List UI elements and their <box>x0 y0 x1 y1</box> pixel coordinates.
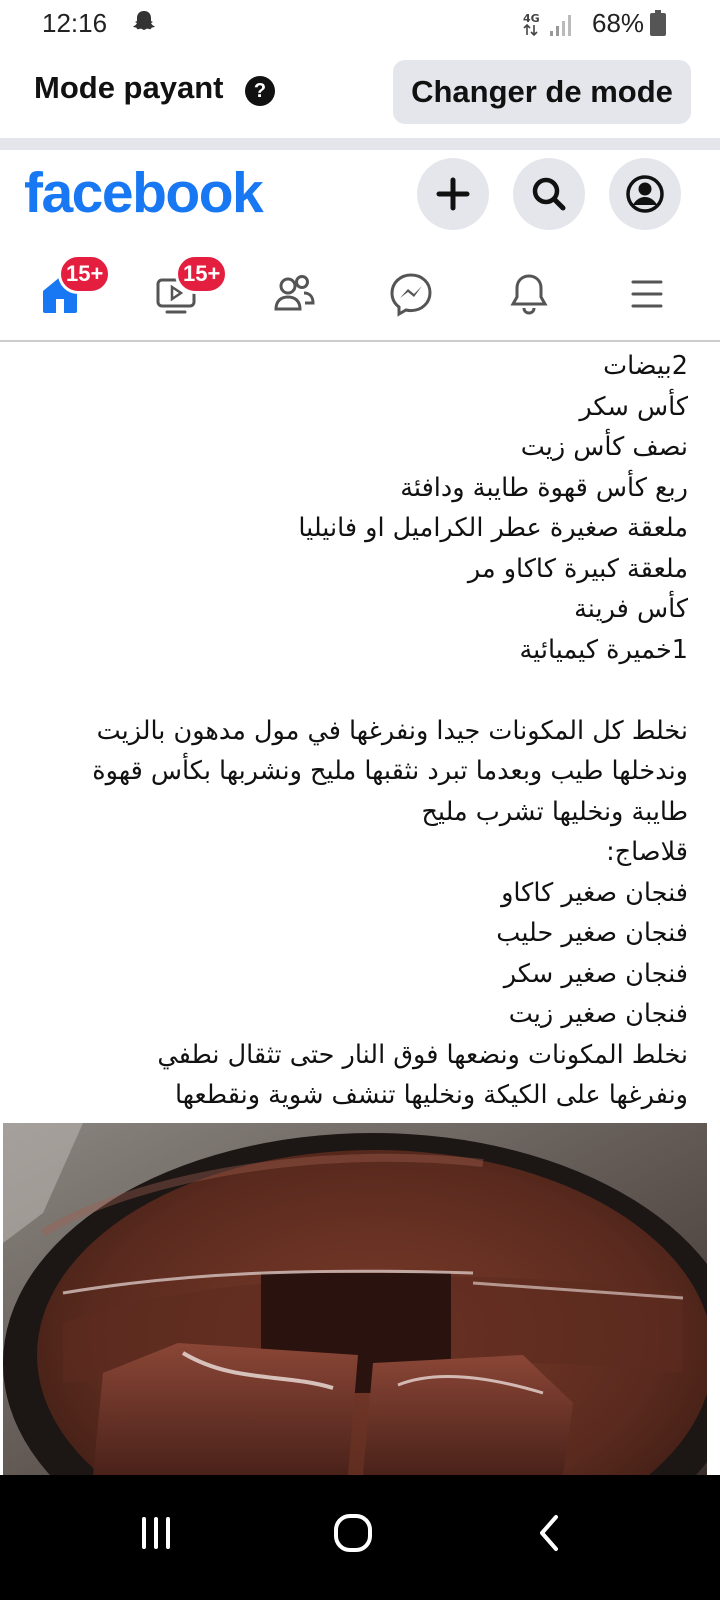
bell-icon <box>506 271 552 317</box>
search-button[interactable] <box>513 158 585 230</box>
post-line: نصف كأس زيت <box>520 432 688 462</box>
post-line: فنجان صغير زيت <box>508 999 688 1029</box>
post-line: قلاصاج: <box>606 837 688 867</box>
snapchat-ghost-icon <box>130 8 158 36</box>
tab-menu[interactable] <box>617 264 677 324</box>
post-line: نخلط كل المكونات جيدا ونفرغها في مول مدهون بالزيت <box>96 715 688 746</box>
battery-percent: 68% <box>592 8 645 38</box>
post-text <box>20 346 688 1116</box>
post-line: ملعقة كبيرة كاكاو مر <box>467 553 688 584</box>
divider <box>0 138 720 150</box>
status-time: 12:16 <box>42 8 108 38</box>
post-line: فنجان صغير حليب <box>496 918 688 948</box>
tab-bar <box>0 250 720 342</box>
video-badge: 15+ <box>175 254 228 294</box>
post-line: نخلط المكونات ونضعها فوق النار حتى تثقال نطفي <box>157 1039 688 1070</box>
friends-icon <box>271 271 317 317</box>
back-button[interactable] <box>520 1503 580 1563</box>
post-line: ربع كأس قهوة طايبة ودافئة <box>400 472 688 503</box>
profile-icon <box>625 174 665 214</box>
post-image[interactable] <box>3 1123 707 1475</box>
4g-signal-icon <box>522 10 582 38</box>
status-bar <box>0 0 720 46</box>
post-line: طايبة ونخليها تشرب مليح <box>421 796 688 827</box>
system-navigation-bar <box>0 1475 720 1600</box>
back-icon <box>528 1511 572 1555</box>
help-icon[interactable]: ? <box>245 76 275 106</box>
tab-messenger[interactable] <box>381 264 441 324</box>
home-circle-icon <box>331 1511 375 1555</box>
post-line: كأس فرينة <box>574 594 688 624</box>
recent-apps-icon <box>134 1511 178 1555</box>
profile-button[interactable] <box>609 158 681 230</box>
post-line: فنجان صغير سكر <box>503 958 688 989</box>
cake-photo <box>3 1123 707 1475</box>
post-line: ونفرغها على الكيكة ونخليها تنشف شوية ونقطعها <box>174 1080 688 1110</box>
search-icon <box>529 174 569 214</box>
mode-label: Mode payant <box>34 70 224 105</box>
battery-icon <box>650 10 666 36</box>
post-line: كأس سكر <box>579 391 688 422</box>
menu-icon <box>624 271 670 317</box>
add-icon <box>433 174 473 214</box>
post-line: 2بيضات <box>603 351 688 381</box>
home-button[interactable] <box>323 1503 383 1563</box>
create-button[interactable] <box>417 158 489 230</box>
home-badge: 15+ <box>58 254 111 294</box>
post-line: وندخلها طيب وبعدما تبرد نثقبها مليح ونشربها بكأس قهوة <box>92 756 688 786</box>
post-line: ملعقة صغيرة عطر الكراميل او فانيليا <box>298 513 688 543</box>
recent-apps-button[interactable] <box>126 1503 186 1563</box>
post-line: فنجان صغير كاكاو <box>501 877 688 908</box>
tab-friends[interactable] <box>264 264 324 324</box>
messenger-icon <box>388 271 434 317</box>
post-line-blank <box>20 670 688 711</box>
facebook-logo[interactable]: facebook <box>24 161 263 225</box>
change-mode-button[interactable]: Changer de mode <box>393 60 691 124</box>
post-line: 1خميرة كيميائية <box>519 634 688 665</box>
tab-notifications[interactable] <box>499 264 559 324</box>
svg-text:4G: 4G <box>523 12 540 25</box>
